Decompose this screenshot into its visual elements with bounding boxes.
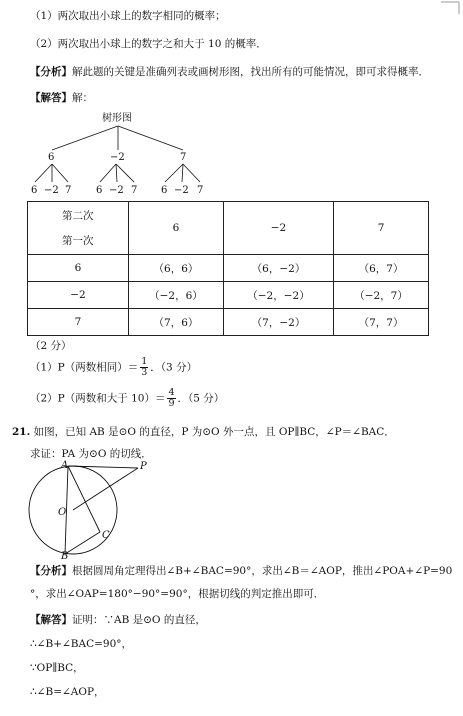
result-2 — [30, 388, 224, 409]
tree-l2-2: −2 — [44, 185, 59, 196]
table-cell: （−2，6） — [129, 282, 224, 309]
answer-2-line-2: ∴∠B+∠BAC=90°， — [30, 638, 133, 650]
row-header: −2 — [28, 282, 129, 309]
numerator: 4 — [168, 387, 175, 398]
answer-text: 解： — [72, 92, 93, 104]
header-second: 第二次 — [62, 210, 94, 222]
answer-2-line-1 — [30, 612, 206, 627]
table-cell: （7，7） — [334, 309, 429, 336]
table-row — [28, 255, 429, 282]
segment-op — [73, 468, 138, 510]
analysis-text: 解此题的关键是准确列表或画树形图，找出所有的可能情况，即可求得概率． — [72, 66, 429, 78]
tree-l2-4: 6 — [96, 185, 103, 196]
analysis-label: 【分析】 — [30, 66, 72, 78]
tree-title: 树形图 — [102, 113, 132, 124]
analysis-2-line-1 — [30, 563, 452, 578]
score-note: （2 分） — [30, 340, 72, 352]
table-row — [28, 309, 429, 336]
outcome-table — [27, 201, 429, 336]
col-header: −2 — [223, 202, 333, 255]
segment-ap — [68, 466, 138, 468]
fraction-one-third — [140, 357, 148, 378]
label-a: A — [61, 460, 69, 471]
result-2-prefix: （2）P（两数和大于 10）＝ — [30, 392, 166, 405]
tree-l1-b: −2 — [110, 152, 125, 163]
denominator: 3 — [141, 367, 148, 378]
table-cell: （−2，7） — [334, 282, 429, 309]
tree-l1-a: 6 — [48, 152, 55, 163]
question-number: 21. — [12, 426, 31, 438]
table-row — [28, 282, 429, 309]
tree-l2-9: 7 — [197, 185, 204, 196]
result-2-suffix: ．（5 分） — [177, 392, 225, 405]
answer-2-label: 【解答】 — [30, 614, 72, 626]
question-1: （1）两次取出小球上的数字相同的概率； — [30, 10, 226, 22]
question-21-text: 如图，已知 AB 是⊙O 的直径，P 为⊙O 外一点，且 OP∥BC，∠P＝∠BAC． — [33, 426, 395, 438]
tree-l2-3: 7 — [65, 185, 72, 196]
result-1 — [30, 357, 197, 378]
col-header: 6 — [129, 202, 224, 255]
label-p: P — [140, 461, 147, 472]
table-cell: （−2，−2） — [223, 282, 333, 309]
circle-figure — [28, 460, 158, 560]
table-cell: （6，−2） — [223, 255, 333, 282]
label-b: B — [61, 551, 69, 560]
row-header: 6 — [28, 255, 129, 282]
answer-2-text: 证明：∵AB 是⊙O 的直径， — [72, 614, 206, 626]
answer-2-line-3: ∵OP∥BC， — [30, 662, 84, 674]
label-o: O — [58, 507, 67, 518]
answer-label: 【解答】 — [30, 92, 72, 104]
question-21-prove: 求证：PA 为⊙O 的切线． — [30, 448, 152, 460]
fraction-four-ninths — [167, 388, 175, 409]
tree-l2-8: −2 — [174, 185, 189, 196]
tree-l2-5: −2 — [109, 185, 124, 196]
analysis-2-text: 根据圆周角定理得出∠B+∠BAC=90°，求出∠B＝∠AOP，推出∠POA+∠P=90 — [72, 565, 453, 577]
analysis-2-line-2: °，求出∠OAP=180°−90°=90°，根据切线的判定推出即可． — [30, 588, 325, 600]
row-header: 7 — [28, 309, 129, 336]
tree-l1-c: 7 — [180, 152, 187, 163]
tree-l2-6: 7 — [131, 185, 138, 196]
tree-diagram — [0, 0, 463, 200]
answer-2-line-4: ∴∠B=∠AOP， — [30, 686, 105, 698]
table-cell: （6，6） — [129, 255, 224, 282]
question-2: （2）两次取出小球上的数字之和大于 10 的概率． — [30, 38, 267, 50]
table-cell: （7，6） — [129, 309, 224, 336]
segment-bc — [65, 532, 100, 554]
tree-l2-7: 6 — [161, 185, 168, 196]
table-cell: （6，7） — [334, 255, 429, 282]
analysis-2-label: 【分析】 — [30, 565, 72, 577]
question-21 — [12, 424, 395, 439]
numerator: 1 — [141, 356, 148, 367]
header-first: 第一次 — [62, 235, 94, 247]
label-c: C — [102, 530, 110, 541]
segment-ac — [68, 466, 100, 532]
col-header: 7 — [334, 202, 429, 255]
table-cell: （7，−2） — [223, 309, 333, 336]
denominator: 9 — [168, 398, 175, 409]
tree-l2-1: 6 — [31, 185, 38, 196]
result-1-prefix: （1）P（两数相同）＝ — [30, 361, 139, 374]
table-corner-cell — [28, 202, 129, 255]
result-1-suffix: ．（3 分） — [150, 361, 198, 374]
